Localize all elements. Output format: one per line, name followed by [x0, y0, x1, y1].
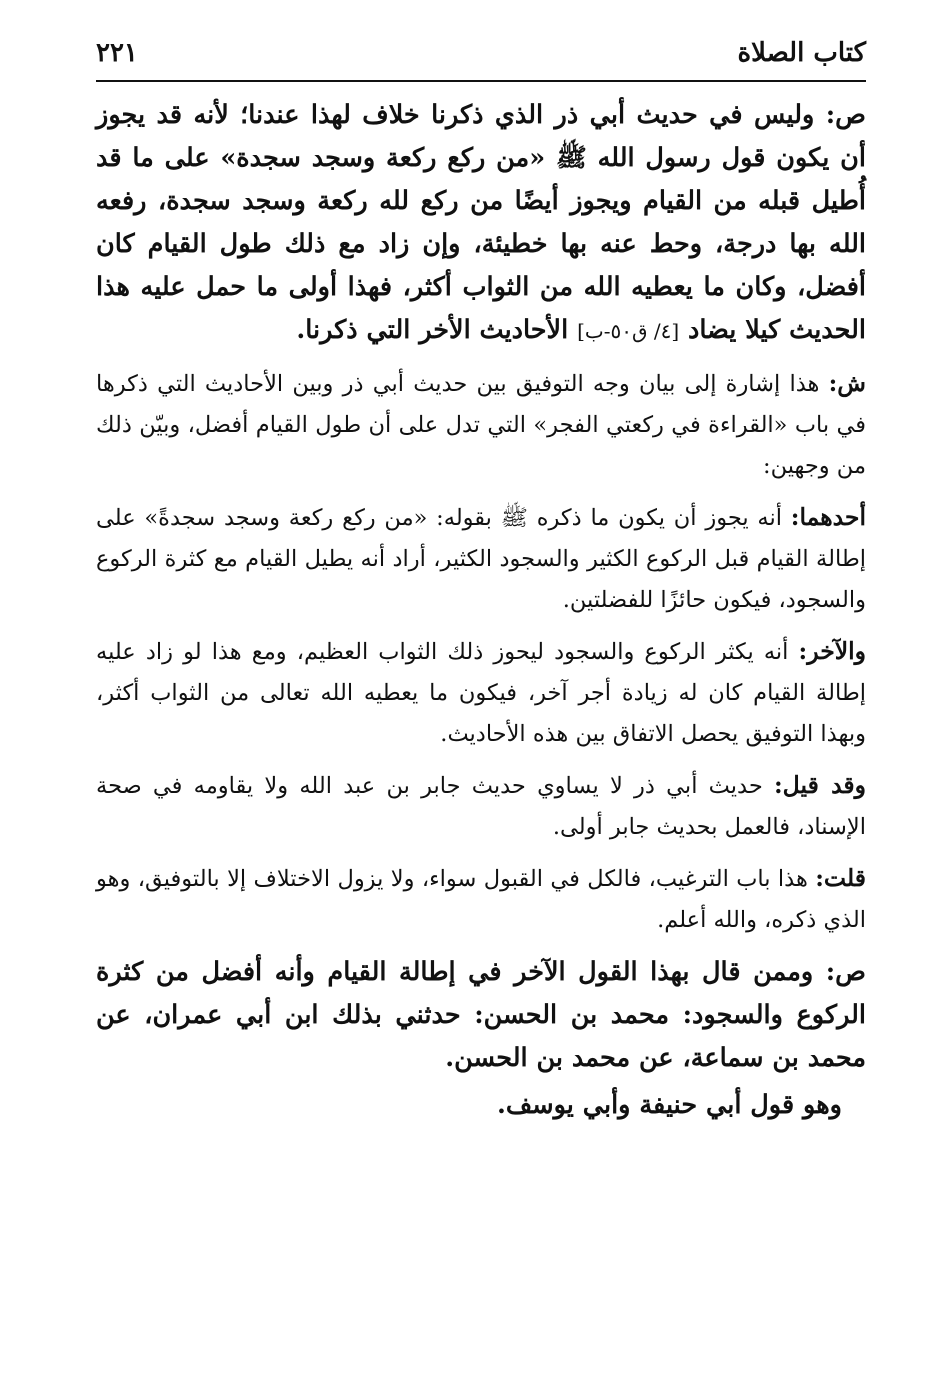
paragraph-text: وهو قول أبي حنيفة وأبي يوسف. — [496, 1090, 842, 1120]
paragraph-marker: ص: — [825, 957, 866, 987]
paragraph-marker: والآخر: — [798, 637, 866, 665]
book-title: كتاب الصلاة — [737, 38, 866, 68]
manuscript-reference: [٤/ ق٥٠-ب] — [577, 319, 680, 343]
sharh-paragraph — [96, 765, 866, 848]
book-page — [96, 30, 866, 1127]
matn-paragraph — [96, 951, 866, 1080]
paragraph-text: حديث أبي ذر لا يساوي حديث جابر بن عبد الله ولا يقاومه في صحة الإسناد، فالعمل بحديث جابر أولى. — [96, 773, 866, 840]
paragraph-text: وليس في حديث أبي ذر الذي ذكرنا خلاف لهذا عندنا؛ لأنه قد يجوز أن يكون قول رسول الله ﷺ «من ركع ركعة وسجد سجدة» على ما قد أُطيل قبله من القيام ويجوز أيضًا من ركع لله ركعة وسجد سجدة، رفعه الله بها درجة، وحط عنه بها خطيئة، وإن زاد مع ذلك طول القيام كان أفضل، وكان ما يعطيه الله من الثواب أكثر، فهذا أولى ما حمل عليه هذا الحديث كيلا يضاد — [96, 100, 866, 345]
paragraph-text: هذا باب الترغيب، فالكل في القبول سواء، ولا يزول الاختلاف إلا بالتوفيق، وهو الذي ذكره، والله أعلم. — [96, 866, 866, 933]
paragraph-marker: قلت: — [815, 864, 866, 892]
sharh-paragraph — [96, 631, 866, 755]
page-number: ٢٢١ — [96, 38, 138, 68]
paragraph-marker: وقد قيل: — [774, 771, 866, 799]
matn-paragraph — [96, 1084, 866, 1127]
paragraph-marker: أحدهما: — [790, 503, 866, 531]
paragraph-marker: ص: — [825, 100, 866, 130]
matn-paragraph — [96, 94, 866, 353]
paragraph-text: أنه يجوز أن يكون ما ذكره ﷺ بقوله: «من ركع ركعة وسجد سجدةً» على إطالة القيام قبل الركوع الكثير والسجود الكثير، أراد أنه يطيل القيام مع كثرة الركوع والسجود، فيكون حائزًا للفضلتين. — [96, 505, 866, 613]
page-header — [96, 30, 866, 82]
sharh-paragraph — [96, 363, 866, 487]
paragraph-text: أنه يكثر الركوع والسجود ليحوز ذلك الثواب العظيم، ومع هذا لو زاد عليه إطالة القيام كان له زيادة أجر آخر، فيكون ما يعطيه الله تعالى من الثواب أكثر، وبهذا التوفيق يحصل الاتفاق بين هذه الأحاديث. — [96, 639, 866, 747]
paragraph-text: هذا إشارة إلى بيان وجه التوفيق بين حديث أبي ذر وبين الأحاديث التي ذكرها في باب «القراءة في ركعتي الفجر» التي تدل على أن طول القيام أفضل، وبيّن ذلك من وجهين: — [96, 371, 866, 479]
paragraph-text: الأحاديث الأخر التي ذكرنا. — [296, 315, 578, 345]
paragraph-text: وممن قال بهذا القول الآخر في إطالة القيام وأنه أفضل من كثرة الركوع والسجود: محمد بن الحسن: حدثني بذلك ابن أبي عمران، عن محمد بن سماعة، عن محمد بن الحسن. — [96, 957, 866, 1073]
sharh-paragraph — [96, 858, 866, 941]
paragraph-marker: ش: — [828, 369, 866, 397]
sharh-paragraph — [96, 497, 866, 621]
